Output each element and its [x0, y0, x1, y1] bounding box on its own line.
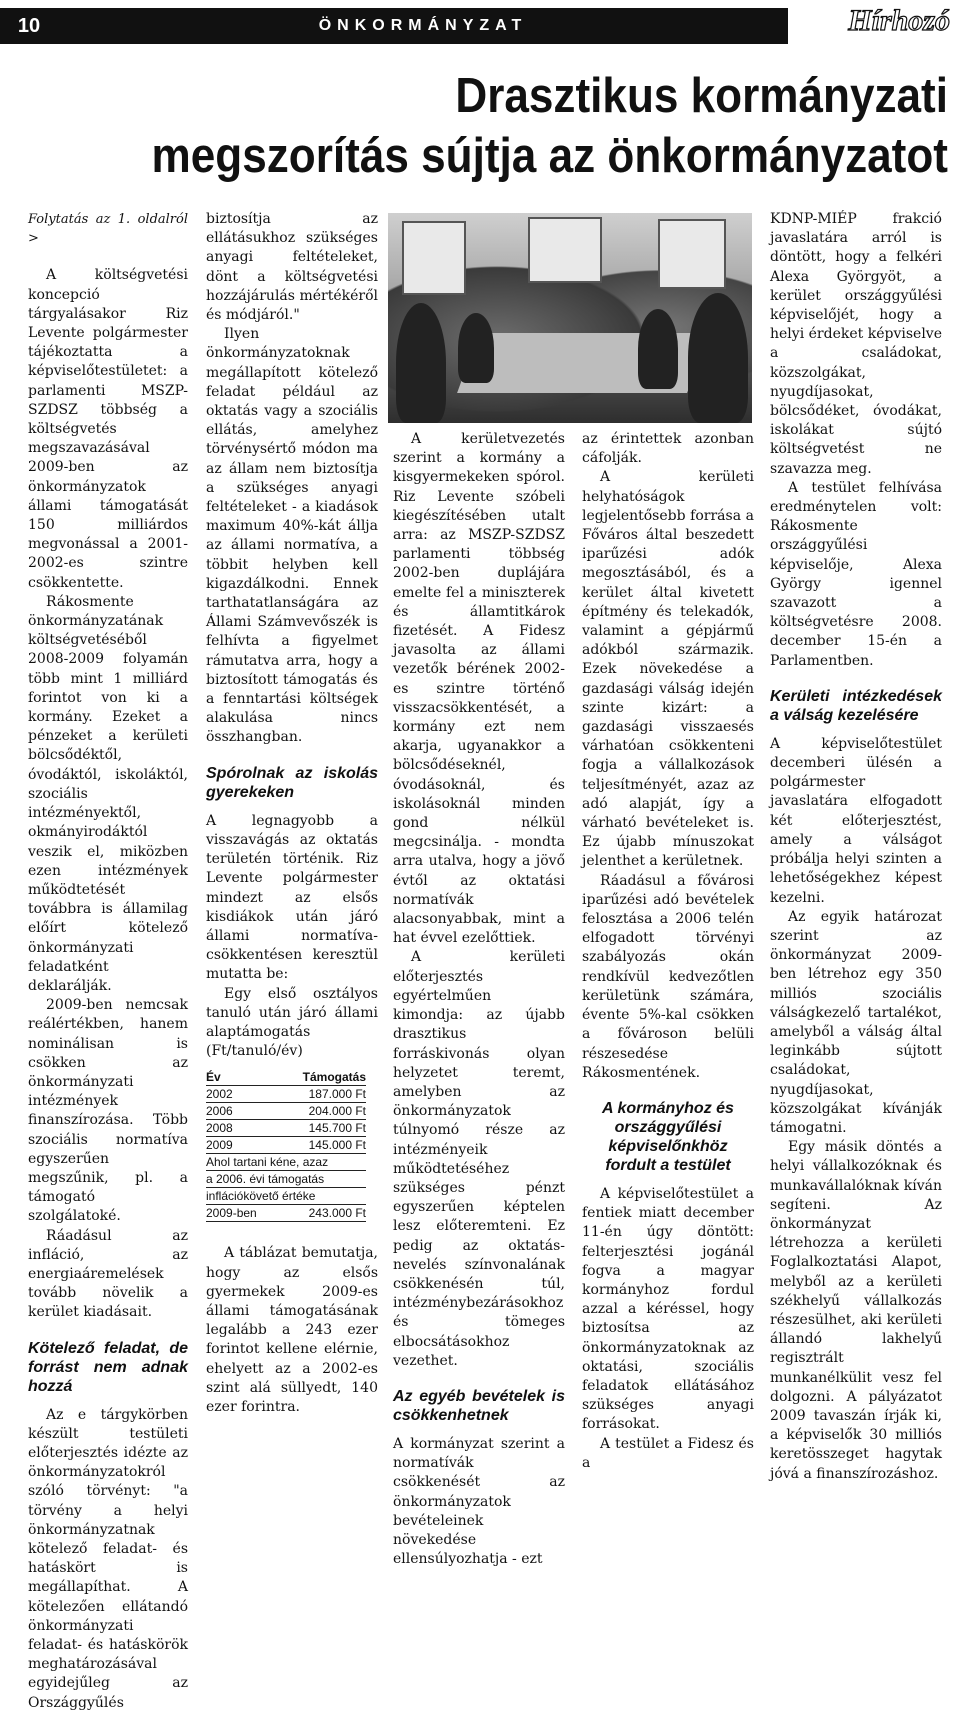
paragraph: A táblázat bemutatja, hogy az elsős gyermekek 2009-es állami támogatásának legalább a 243 ezer forintot kellene elérnie, ehelyett az a 2002-es szint alá süllyedt, 140 ezer forintra.	[206, 1245, 378, 1415]
table-note: Ahol tartani kéne, azaz	[206, 1154, 366, 1171]
headline-line-2: megszorítás sújtja az önkormányzatot	[151, 129, 949, 183]
table-note-row	[206, 1188, 366, 1205]
paragraph: A képviselőtestület a fentiek miatt december 11-én úgy döntött: felterjesztési jogánál fogva a magyar kormányhoz fordul azzal a kéréssel, hogy biztosítsa az önkormányzatoknak az oktatási, szociális feladatok ellátásához szükséges anyagi forrásokat.	[582, 1185, 754, 1433]
paragraph: 2009-ben nemcsak reálértékben, hanem nominálisan is csökken az önkormányzati intézmények finanszírozása. Több szociális normatíva egyszerűen megszűnik, pl. a támogató szolgálatoké.	[28, 997, 188, 1225]
person-silhouette	[458, 313, 494, 383]
table-note: a 2006. évi támogatás	[206, 1171, 366, 1188]
section-rubric: ÖNKORMÁNYZAT	[58, 8, 788, 44]
person-silhouette	[688, 293, 748, 423]
window-shape	[528, 217, 602, 283]
paragraph: Ráadásul az infláció, az energiaáremelések tovább növelik a kerület kiadásait.	[28, 1227, 188, 1321]
article-column-4	[582, 430, 754, 1473]
article-column-2	[206, 210, 378, 1417]
table-header-year: Év	[206, 1069, 277, 1086]
table-cell-amount: 187.000 Ft	[277, 1086, 366, 1103]
table-cell-amount: 243.000 Ft	[277, 1205, 366, 1222]
table-row	[206, 1120, 366, 1137]
paragraph: Az egyik határozat szerint az önkormányzat 2009-ben létrehoz egy 350 milliós szociális válságkezelő tartalékot, amelyből a válság által leginkább sújtott családokat, nyugdíjasokat, közszolgákat kívánják támogatni.	[770, 908, 942, 1136]
paragraph: A legnagyobb a visszavágás az oktatás területén történik. Riz Levente polgármester mindezt az elsős kisdiákok után járó állami normatíva-csökkentésen keresztül mutatta be:	[206, 812, 378, 983]
window-shape	[658, 219, 726, 289]
person-silhouette	[396, 303, 446, 423]
article-column-5	[770, 210, 942, 1484]
paragraph: biztosítja az ellátásukhoz szükséges anyagi feltételeket, dönt a költségvetési hozzájárulás mértékéről és módjáról."	[206, 211, 378, 324]
subheading: A kormányhoz és országgyűlési képviselőnkhöz fordult a testület	[602, 1099, 734, 1174]
headline-line-1: Drasztikus kormányzati	[455, 69, 948, 123]
newspaper-logo: Hírhozó	[848, 4, 950, 37]
paragraph: Ilyen önkormányzatoknak megállapított kötelező feladat például az oktatás vagy a szociális ellátás, amelyhez törvénysértő módon ma az állam nem biztosítja a szükséges anyagi feltételeket - a kiadások maximum 40%-kát állja az állami normatíva, a többit helyben kell kigazdálkodni. Ennek tarthatatlanságára az Állami Számvevőszék is felhívta a figyelmet rámutatva arra, hogy a biztosított támogatás és a fenntartási költségek alakulása nincs összhangban.	[206, 326, 378, 746]
table-row	[206, 1103, 366, 1120]
page-header	[0, 0, 960, 50]
paragraph: A költségvetési koncepció tárgyalásakor Riz Levente polgármester tájékoztatta a képviselőtestületet: a parlamenti MSZP-SZDSZ többség a költségvetés megszavazásával 2009-ben az önkormányzatok állami támogatását 150 milliárdos megvonással a 2001-2002-es szintre csökkentette.	[28, 267, 188, 591]
paragraph: KDNP-MIÉP frakció javaslatára arról is döntött, hogy a felkéri Alexa Györgyöt, a kerület országgyűlési képviselőjét, hogy a helyi érdeket képviselve a családokat, közszolgákat, nyugdíjasokat, bölcsődéket, óvodákat, iskolákat sújtó költségvetést ne szavazza meg.	[770, 211, 942, 477]
meeting-photo	[388, 213, 752, 423]
table-cell-year: 2002	[206, 1086, 277, 1103]
article-column-3	[393, 430, 565, 1569]
page-number: 10	[0, 8, 58, 44]
paragraph: Egy másik döntés a helyi vállalkozóknak és munkavállalóknak kíván segíteni. Az önkormányzat létrehozza a kerületi Foglalkoztatási Alapot, melyből az a kerületi székhelyű vállalkozás részesülhet, aki kerületi állandó lakhelyű regisztrált munkanélkülit vesz fel dolgozni. A pályázatot 2009 tavaszán írják ki, a képviselők 30 milliós keretösszeget hagytak jóvá a finanszírozáshoz.	[770, 1139, 942, 1482]
article-column-1	[28, 210, 188, 1713]
table-cell-amount: 145.000 Ft	[277, 1137, 366, 1154]
paragraph: A kerületi előterjesztés egyértelműen kimondja: az újabb drasztikus forráskivonás olyan helyzetet teremt, amelyben az önkormányzatok túlnyomó része az intézményeik működtetéséhez szükséges pénzt egyszerűen képtelen lesz előteremteni. Ez pedig az oktatás-nevelés színvonalának csökkenésén túl, intézménybezárásokhoz és tömeges elbocsátásokhoz vezethet.	[393, 949, 565, 1369]
table-cell-amount: 204.000 Ft	[277, 1103, 366, 1120]
paragraph: az érintettek azonban cáfolják.	[582, 431, 754, 467]
table-cell-amount: 145.700 Ft	[277, 1120, 366, 1137]
table-cell-year: 2006	[206, 1103, 277, 1120]
table-header-amount: Támogatás	[277, 1069, 366, 1086]
paragraph: Rákosmente önkormányzatának költségvetéséből 2008-2009 folyamán több mint 1 milliárd forintot von ki a kormány. Ezeket a pénzeket a kerületi bölcsődéktől, óvodáktól, iskoláktól, szociális intézményektől, okmányirodáktól veszik el, miközben ezen intézmények működtetését továbbra is államilag előírt kötelező önkormányzati feladatként deklarálják.	[28, 593, 188, 994]
table-note: inflációkövető értéke	[206, 1188, 366, 1205]
subheading: Az egyéb bevételek is csökkenhetnek	[393, 1387, 565, 1424]
continuation-note: Folytatás az 1. oldalról >	[28, 212, 188, 247]
paragraph: A kerületi helyhatóságok legjelentősebb forrása a Főváros által beszedett iparűzési adók megosztásából, és a kerület által kivetett építmény és telekadók, valamint a gépjármű adókból származik. Ezek növekedése a gazdasági válság idején szinte kizárt: a gazdasági visszaesés várhatóan csökkenteni fogja a vállalkozások teljesítményét, azaz az adó alapját, így a várható bevételeket is. Ez újabb mínuszokat jelenthet a kerületnek.	[582, 469, 754, 870]
person-silhouette	[638, 309, 678, 389]
paragraph: Egy első osztályos tanuló után járó állami alaptámogatás (Ft/tanuló/év)	[206, 985, 378, 1060]
subheading: Kötelező feladat, de forrást nem adnak hozzá	[28, 1339, 188, 1395]
table-row	[206, 1137, 366, 1154]
subheading: Kerületi intézkedések a válság kezelésére	[770, 687, 942, 724]
table-row	[206, 1086, 366, 1103]
table-cell-year: 2008	[206, 1120, 277, 1137]
paragraph: Az e tárgykörben készült testületi előterjesztés idézte az önkormányzatokról szóló törvényt: "a törvény a helyi önkormányzatnak kötelező feladat- és hatáskört is megállapíthat. A kötelezően ellátandó önkormányzati feladat- és hatáskörök meghatározásával egyidejűleg az Országgyűlés	[28, 1406, 188, 1711]
paragraph: A képviselőtestület decemberi ülésén a polgármester javaslatára elfogadott két előterjesztést, amely a válságot próbálja helyi szinten a lehetőségekhez képest kezelni.	[770, 735, 942, 906]
subheading: Spórolnak az iskolás gyerekeken	[206, 764, 378, 801]
paragraph: A kormányzat szerint a normatívák csökkenését az önkormányzatok bevételeinek növekedése ellensúlyozhatja - ezt	[393, 1435, 565, 1568]
table-note-row	[206, 1171, 366, 1188]
table-header-row	[206, 1069, 366, 1086]
window-shape	[402, 221, 466, 295]
table-row	[206, 1205, 366, 1222]
paragraph: Ráadásul a fővárosi iparűzési adó bevételek felosztása a 2006 telén elfogadott törvényi szabályozás okán rendkívül kedvezőtlen kerületünk számára, évente 5%-kal csökken a fővároson belüli részesedése Rákosmentének.	[582, 872, 754, 1081]
table-cell-year: 2009	[206, 1137, 277, 1154]
table-note-row	[206, 1154, 366, 1171]
subsidy-table	[206, 1069, 366, 1222]
article-headline	[120, 66, 948, 186]
paragraph: A testület felhívása eredménytelen volt: Rákosmente országgyűlési képviselője, Alexa György igennel szavazott a költségvetésre 2008. december 15-én a Parlamentben.	[770, 479, 942, 669]
paragraph: A testület a Fidesz és a	[582, 1435, 754, 1471]
table-cell-year: 2009-ben	[206, 1205, 277, 1222]
paragraph: A kerületvezetés szerint a kormány a kisgyermekeken spórol. Riz Levente szóbeli kiegészítésében utalt arra: az MSZP-SZDSZ parlamenti többség 2002-ben duplájára emelte fel a miniszterek és államtitkárok fizetését. A Fidesz javasolta az állami vezetők bérének 2002-es szintre történő visszacsökkentését, a kormány ezt nem akarja, ugyanakkor a bölcsődéseknél, óvodásoknál, és iskolásoknál minden gond nélkül megcsinálja. - mondta arra utalva, hogy a jövő évtől az oktatási normatívák alacsonyabbak, mint a hat évvel ezelőttiek.	[393, 431, 565, 947]
